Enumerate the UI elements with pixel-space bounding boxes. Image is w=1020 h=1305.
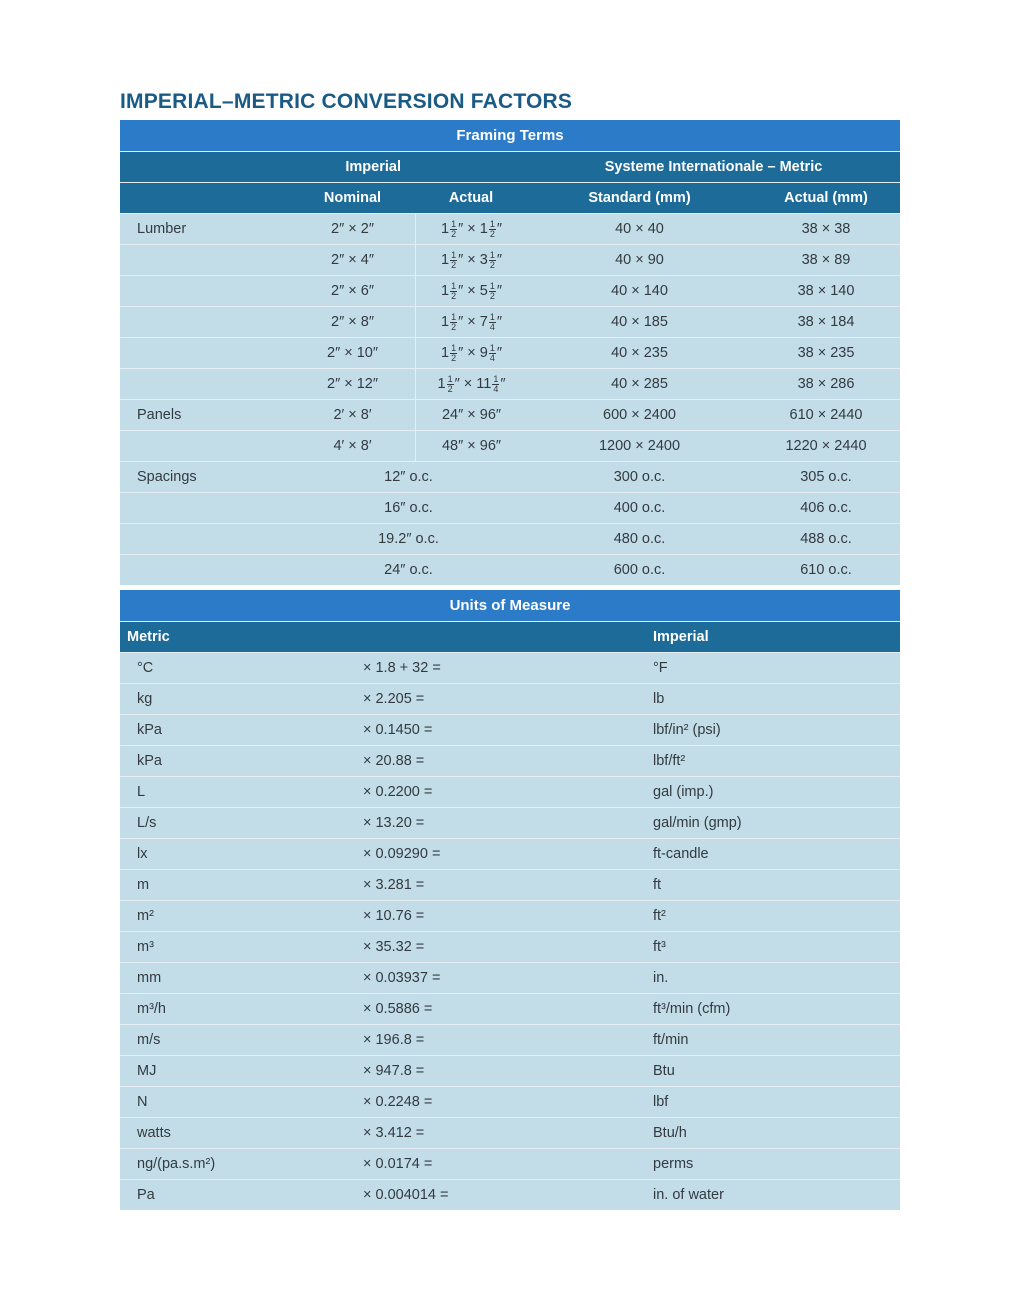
framing-terms-table: [120, 120, 900, 585]
imperial-unit: lbf: [653, 1094, 669, 1110]
inch-mark: ″: [500, 376, 506, 392]
fraction-numerator: 1: [493, 373, 499, 384]
table-row: [120, 900, 900, 931]
units-band: Units of Measure: [120, 590, 900, 621]
table-row: [120, 368, 900, 399]
row-category-label: Lumber: [137, 221, 187, 237]
imperial-unit: in.: [653, 970, 669, 986]
actual-whole: 1: [441, 283, 450, 299]
standard-mm: 40 × 40: [615, 221, 664, 237]
fraction-numerator: 1: [451, 218, 457, 229]
fraction-numerator: 1: [447, 373, 453, 384]
conversion-factor: × 1.8 + 32 =: [363, 660, 441, 676]
standard-mm: 300 o.c.: [613, 469, 666, 485]
fraction-numerator: 1: [451, 280, 457, 291]
table-row: [120, 776, 900, 807]
fraction: [492, 375, 499, 394]
actual-middle: ″ × 9: [458, 345, 488, 361]
fraction-numerator: 1: [451, 342, 457, 353]
table-row: [120, 1179, 900, 1210]
fraction-denominator: 2: [489, 259, 495, 270]
table-row: [120, 931, 900, 962]
table-row: [120, 683, 900, 714]
conversion-factor: × 196.8 =: [363, 1032, 425, 1048]
nominal-size: 2′ × 8′: [333, 407, 372, 423]
metric-unit: L/s: [137, 815, 157, 831]
imperial-unit: Btu/h: [653, 1125, 687, 1141]
fraction-denominator: 2: [451, 259, 457, 270]
metric-unit: MJ: [137, 1063, 157, 1079]
metric-unit: m³/h: [137, 1001, 166, 1017]
imperial-unit: perms: [653, 1156, 694, 1172]
row-category-label: [120, 431, 290, 461]
page-title: IMPERIAL–METRIC CONVERSION FACTORS: [120, 90, 573, 113]
actual-mm: 38 × 38: [801, 221, 851, 237]
metric-unit: m/s: [137, 1032, 161, 1048]
fraction: [450, 282, 457, 301]
metric-unit: N: [137, 1094, 148, 1110]
metric-unit: Pa: [137, 1187, 155, 1203]
fraction-denominator: 4: [489, 352, 495, 363]
conversion-factor: × 0.5886 =: [363, 1001, 433, 1017]
actual-mm: 610 × 2440: [789, 407, 863, 423]
inch-mark: ″: [496, 221, 502, 237]
nominal-size: 4′ × 8′: [333, 438, 372, 454]
fraction: [450, 313, 457, 332]
conversion-factor: × 3.281 =: [363, 877, 425, 893]
col-actual: Actual: [448, 190, 494, 206]
imperial-spacing: 12″ o.c.: [384, 469, 433, 485]
conversion-factor: × 0.2200 =: [363, 784, 433, 800]
actual-mm: 406 o.c.: [800, 500, 852, 516]
row-category-label: [120, 307, 290, 337]
conversion-factor: × 947.8 =: [363, 1063, 425, 1079]
imperial-unit: Btu: [653, 1063, 675, 1079]
fraction-denominator: 2: [451, 228, 457, 239]
conversion-factor: × 0.004014 =: [363, 1187, 449, 1203]
imperial-unit: lbf/ft²: [653, 753, 686, 769]
actual-middle: ″ × 5: [458, 283, 488, 299]
imperial-unit: in. of water: [653, 1187, 724, 1203]
imperial-unit: ft: [653, 877, 662, 893]
metric-unit: kg: [137, 691, 153, 707]
actual-mm: 38 × 286: [797, 376, 855, 392]
standard-mm: 40 × 90: [615, 252, 664, 268]
inch-mark: ″: [496, 252, 502, 268]
inch-mark: ″: [496, 283, 502, 299]
conversion-factor: × 0.09290 =: [363, 846, 441, 862]
fraction: [489, 251, 496, 270]
conversion-factor: × 0.03937 =: [363, 970, 441, 986]
metric-unit: m³: [137, 939, 154, 955]
actual-size: [415, 338, 527, 368]
framing-column-header: [120, 182, 900, 213]
conversion-factor: × 0.1450 =: [363, 722, 433, 738]
col-standard-mm: Standard (mm): [588, 190, 691, 206]
table-row: [120, 523, 900, 554]
row-category-label: [120, 369, 290, 399]
conversion-factor: × 0.0174 =: [363, 1156, 433, 1172]
nominal-size: 2″ × 6″: [331, 283, 374, 299]
col-metric: Metric: [127, 629, 170, 645]
actual-middle: ″ × 1: [458, 221, 488, 237]
fraction: [489, 220, 496, 239]
table-row: [120, 244, 900, 275]
table-row: [120, 399, 900, 430]
fraction: [450, 344, 457, 363]
actual-size: [415, 307, 527, 337]
actual-middle: ″ × 3: [458, 252, 488, 268]
fraction-numerator: 1: [451, 311, 457, 322]
standard-mm: 400 o.c.: [613, 500, 666, 516]
actual-whole: 1: [437, 376, 446, 392]
table-row: [120, 1086, 900, 1117]
imperial-spacing: 16″ o.c.: [384, 500, 433, 516]
conversion-factor: × 10.76 =: [363, 908, 425, 924]
row-category-label: [120, 555, 290, 585]
table-row: [120, 1148, 900, 1179]
actual-mm: 1220 × 2440: [785, 438, 867, 454]
fraction-numerator: 1: [489, 311, 495, 322]
framing-terms-band: Framing Terms: [120, 120, 900, 151]
table-row: [120, 1055, 900, 1086]
table-row: [120, 807, 900, 838]
imperial-unit: ft³: [653, 939, 666, 955]
metric-unit: kPa: [137, 722, 162, 738]
actual-size: [415, 276, 527, 306]
fraction-denominator: 2: [447, 383, 453, 394]
metric-unit: kPa: [137, 753, 162, 769]
standard-mm: 480 o.c.: [613, 531, 666, 547]
table-row: [120, 306, 900, 337]
fraction-numerator: 1: [489, 218, 495, 229]
row-category-label: [120, 493, 290, 523]
table-row: [120, 869, 900, 900]
conversion-factor: × 13.20 =: [363, 815, 425, 831]
fraction-numerator: 1: [489, 249, 495, 260]
actual-mm: 610 o.c.: [800, 562, 852, 578]
fraction-denominator: 2: [451, 321, 457, 332]
standard-mm: 600 o.c.: [613, 562, 666, 578]
imperial-group-label: Imperial: [345, 159, 401, 175]
standard-mm: 40 × 285: [611, 376, 668, 392]
actual-size: [415, 214, 527, 244]
metric-unit: m: [137, 877, 150, 893]
row-category-label: [120, 276, 290, 306]
actual-size: 24″ × 96″: [415, 400, 527, 430]
standard-mm: 40 × 235: [611, 345, 668, 361]
col-imperial: Imperial: [653, 629, 709, 645]
table-row: [120, 461, 900, 492]
imperial-unit: lbf/in² (psi): [653, 722, 721, 738]
fraction: [450, 251, 457, 270]
fraction-denominator: 2: [451, 352, 457, 363]
actual-mm: 38 × 140: [797, 283, 855, 299]
table-row: [120, 652, 900, 683]
actual-mm: 488 o.c.: [800, 531, 852, 547]
actual-mm: 38 × 235: [797, 345, 855, 361]
actual-mm: 38 × 89: [801, 252, 851, 268]
imperial-unit: ft-candle: [653, 846, 709, 862]
units-of-measure-table: [120, 590, 900, 1210]
imperial-unit: ft/min: [653, 1032, 689, 1048]
si-metric-group-label: Systeme Internationale – Metric: [604, 159, 823, 175]
metric-unit: m²: [137, 908, 154, 924]
conversion-factor: × 2.205 =: [363, 691, 425, 707]
imperial-unit: gal (imp.): [653, 784, 714, 800]
actual-whole: 1: [441, 252, 450, 268]
col-nominal: Nominal: [323, 190, 382, 206]
table-row: [120, 962, 900, 993]
metric-unit: ng/(pa.s.m²): [137, 1156, 216, 1172]
table-row: [120, 275, 900, 306]
actual-size: [415, 369, 527, 399]
metric-unit: mm: [137, 970, 162, 986]
conversion-factor: × 3.412 =: [363, 1125, 425, 1141]
standard-mm: 40 × 140: [611, 283, 668, 299]
fraction: [447, 375, 454, 394]
table-row: [120, 554, 900, 585]
fraction-denominator: 4: [493, 383, 499, 394]
inch-mark: ″: [496, 314, 502, 330]
row-category-label: Spacings: [137, 469, 197, 485]
nominal-size: 2″ × 12″: [327, 376, 378, 392]
fraction-numerator: 1: [489, 342, 495, 353]
imperial-unit: gal/min (gmp): [653, 815, 742, 831]
fraction-denominator: 2: [489, 228, 495, 239]
fraction-denominator: 4: [489, 321, 495, 332]
metric-unit: watts: [137, 1125, 171, 1141]
units-column-header: [120, 621, 900, 652]
table-row: [120, 430, 900, 461]
fraction-numerator: 1: [451, 249, 457, 260]
table-row: [120, 838, 900, 869]
metric-unit: L: [137, 784, 146, 800]
actual-whole: 1: [441, 345, 450, 361]
fraction-denominator: 2: [489, 290, 495, 301]
conversion-factor: × 20.88 =: [363, 753, 425, 769]
nominal-size: 2″ × 10″: [327, 345, 378, 361]
actual-mm: 305 o.c.: [800, 469, 852, 485]
table-row: [120, 337, 900, 368]
standard-mm: 1200 × 2400: [598, 438, 681, 454]
imperial-spacing: 19.2″ o.c.: [378, 531, 439, 547]
metric-unit: lx: [137, 846, 148, 862]
actual-middle: ″ × 11: [454, 376, 492, 392]
inch-mark: ″: [496, 345, 502, 361]
nominal-size: 2″ × 2″: [331, 221, 374, 237]
conversion-factor: × 0.2248 =: [363, 1094, 433, 1110]
fraction: [489, 282, 496, 301]
nominal-size: 2″ × 4″: [331, 252, 374, 268]
table-row: [120, 745, 900, 776]
fraction-numerator: 1: [489, 280, 495, 291]
fraction: [450, 220, 457, 239]
table-row: [120, 492, 900, 523]
actual-whole: 1: [441, 314, 450, 330]
actual-middle: ″ × 7: [458, 314, 488, 330]
nominal-size: 2″ × 8″: [331, 314, 374, 330]
row-category-label: [120, 524, 290, 554]
table-row: [120, 1024, 900, 1055]
row-category-label: [120, 338, 290, 368]
fraction-denominator: 2: [451, 290, 457, 301]
table-row: [120, 714, 900, 745]
imperial-unit: ft²: [653, 908, 666, 924]
actual-size: [415, 245, 527, 275]
table-row: [120, 993, 900, 1024]
imperial-unit: lb: [653, 691, 665, 707]
fraction: [489, 313, 496, 332]
actual-whole: 1: [441, 221, 450, 237]
actual-mm: 38 × 184: [797, 314, 855, 330]
imperial-unit: °F: [653, 660, 668, 676]
table-row: [120, 1117, 900, 1148]
row-category-label: Panels: [137, 407, 182, 423]
row-category-label: [120, 245, 290, 275]
standard-mm: 40 × 185: [611, 314, 668, 330]
col-actual-mm: Actual (mm): [784, 190, 868, 206]
metric-unit: °C: [137, 660, 154, 676]
imperial-unit: ft³/min (cfm): [653, 1001, 731, 1017]
framing-group-header: [120, 151, 900, 182]
actual-size: 48″ × 96″: [415, 431, 527, 461]
standard-mm: 600 × 2400: [603, 407, 676, 423]
conversion-factor: × 35.32 =: [363, 939, 425, 955]
imperial-spacing: 24″ o.c.: [384, 562, 433, 578]
table-row: [120, 213, 900, 244]
fraction: [489, 344, 496, 363]
